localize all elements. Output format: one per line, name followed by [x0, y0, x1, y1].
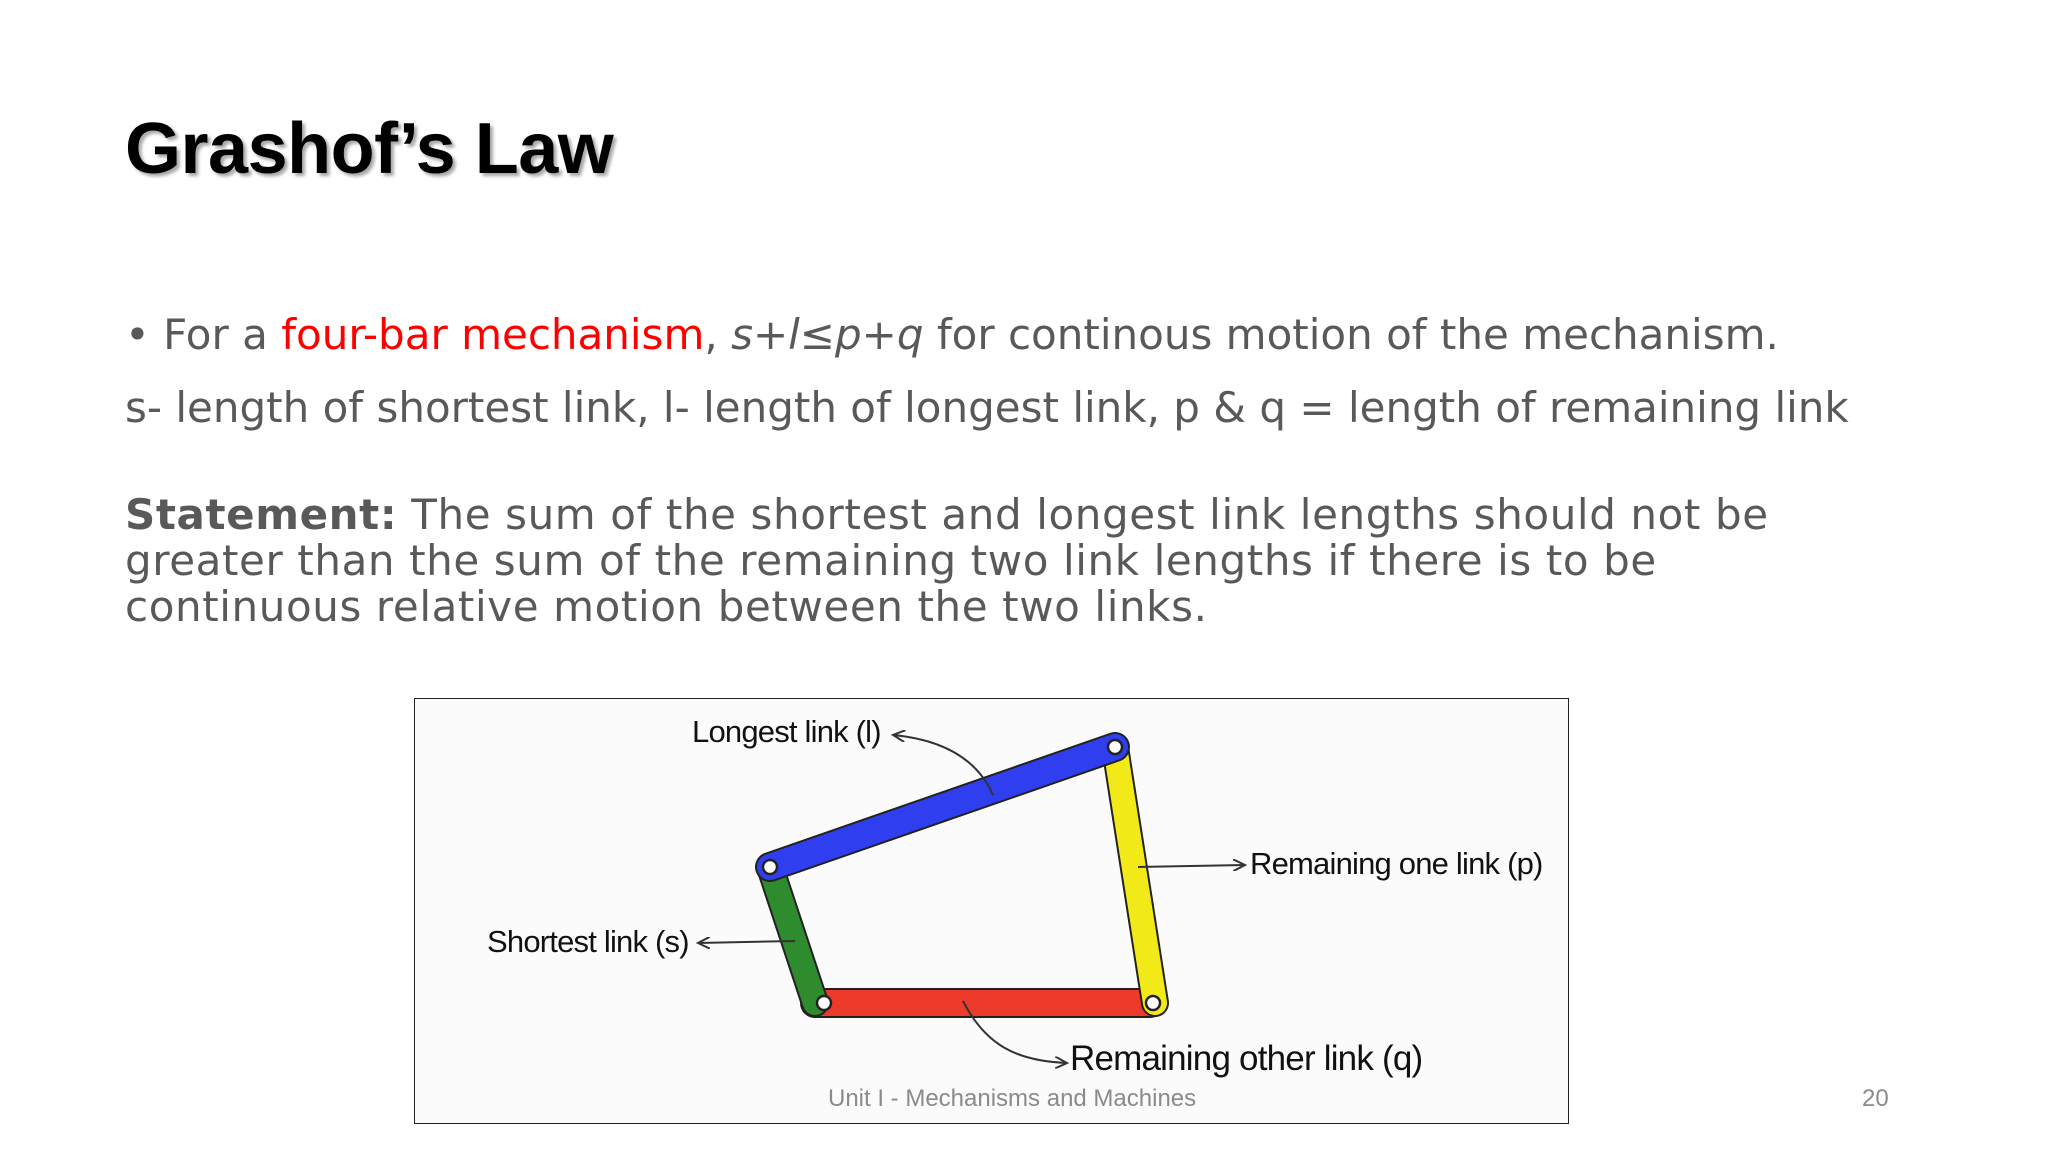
- bullet-marker: •: [125, 310, 150, 359]
- pin-joint: [1108, 740, 1122, 754]
- label-shortest-link: Shortest link (s): [487, 924, 689, 959]
- definitions-text: s- length of shortest link, l- length of longest link, p & q = length of remaining link: [125, 383, 1849, 432]
- bullet-prefix: For a: [163, 310, 282, 359]
- pin-joint: [763, 860, 777, 874]
- slide-title: Grashof’s Law: [125, 109, 614, 189]
- statement-label: Statement:: [125, 490, 398, 539]
- four-bar-highlight: four-bar mechanism: [281, 310, 705, 359]
- statement-paragraph: [125, 492, 1885, 630]
- bullet-comma: ,: [704, 310, 732, 359]
- pin-joint: [1146, 996, 1160, 1010]
- statement-text: The sum of the shortest and longest link lengths should not be greater than the sum of the remaining two link lengths if there is to be continuous relative motion between the two links.: [125, 490, 1769, 631]
- bullet-suffix: for continous motion of the mechanism.: [923, 310, 1779, 359]
- longest-link-l-fill: [770, 747, 1115, 867]
- label-remaining-other-link: Remaining other link (q): [1070, 1039, 1423, 1078]
- p-leader-arrow: [1138, 865, 1245, 867]
- grashof-formula: s+l≤p+q: [731, 310, 924, 359]
- footer-unit-title: Unit I - Mechanisms and Machines: [828, 1085, 1197, 1112]
- four-bar-diagram: [414, 698, 1569, 1124]
- pin-joint: [817, 996, 831, 1010]
- bullet-line: [125, 312, 1885, 358]
- shortest-link-s-fill: [770, 867, 815, 1003]
- label-longest-link: Longest link (l): [692, 714, 881, 749]
- page-number: 20: [1862, 1085, 1889, 1112]
- label-remaining-one-link: Remaining one link (p): [1250, 846, 1543, 881]
